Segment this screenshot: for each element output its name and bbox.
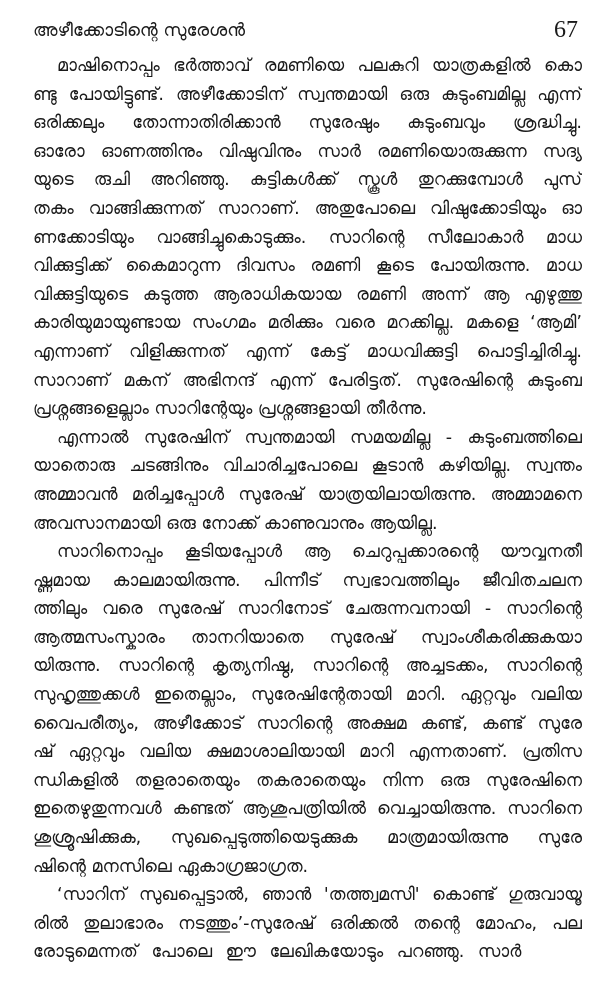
text-line: കാരിയുമായുണ്ടായ സംഗമം മരിക്കും വരെ മറക്കില്ല. മകളെ ‘ആമി’ <box>33 313 582 334</box>
text-line: വിക്കുട്ടിക്ക് കൈമാറുന്ന ദിവസം രമണി കൂടെ പോയിരുന്നു. മാധ <box>33 256 582 277</box>
paragraph <box>33 52 582 424</box>
page-header <box>33 14 578 46</box>
text-line: എന്നാണ് വിളിക്കുന്നത് എന്ന് കേട്ട് മാധവിക്കുട്ടി പൊട്ടിച്ചിരിച്ചു. <box>33 341 582 362</box>
text-line: ഷ് ഏറ്റവും വലിയ ക്ഷമാശാലിയായി മാറി എന്നതാണ്. പ്രതിസ <box>33 742 582 763</box>
text-line: പ്രശ്നങ്ങളെല്ലാം സാറിന്റേയും പ്രശ്നങ്ങളായി തീർന്നു. <box>33 399 427 420</box>
text-line: അമ്മാവൻ മരിച്ചപ്പോൾ സുരേഷ് യാത്രയിലായിരുന്നു. അമ്മാമനെ <box>33 484 582 505</box>
text-line: യാതൊരു ചടങ്ങിനും വിചാരിച്ചപോലെ കൂടാൻ കഴിയില്ല. സ്വന്തം <box>33 456 582 477</box>
text-line: സാറാണ് മകന് അഭിനന്ദ് എന്ന് പേരിട്ടത്. സുരേഷിന്റെ കുടുംബ <box>33 370 582 391</box>
text-line: ഷിന്റെ മനസിലെ ഏകാഗ്രജാഗ്രത. <box>33 856 309 877</box>
text-line: എന്നാൽ സുരേഷിന് സ്വന്തമായി സമയമില്ല - കുടുംബത്തിലെ <box>57 427 582 448</box>
text-line: യിരുന്നു. സാറിന്റെ കൃത്യനിഷ്ഠ, സാറിന്റെ അച്ചടക്കം, സാറിന്റെ <box>33 656 582 677</box>
text-line: വൈപരീത്യം, അഴീക്കോട് സാറിന്റെ അക്ഷമ കണ്ട്, കണ്ട് സുരേ <box>33 713 582 734</box>
text-line: ത്തിലും വരെ സുരേഷ് സാറിനോട് ചേരുന്നവനായി - സാറിന്റെ <box>33 599 582 620</box>
text-line: ഒരിക്കലും തോന്നാതിരിക്കാൻ സുരേഷും കുടുംബവും ശ്രദ്ധിച്ചു. <box>33 113 582 134</box>
text-line: രിൽ തുലാഭാരം നടത്തും’-സുരേഷ് ഒരിക്കൽ തന്റെ മോഹം, പല <box>33 913 582 934</box>
text-line: ശുശ്രൂഷിക്കുക, സുഖപ്പെടുത്തിയെടുക്കുക മാത്രമായിരുന്നു സുരേ <box>33 828 582 849</box>
text-line: യുടെ രുചി അറിഞ്ഞു. കുട്ടികൾക്ക് സ്കൂൾ തുറക്കുമ്പോൾ പുസ് <box>33 170 582 191</box>
text-line: ഓരോ ഓണത്തിനും വിഷുവിനും സാർ രമണിയൊരുക്കുന്ന സദ്യ <box>33 141 582 162</box>
text-line: വിക്കുട്ടിയുടെ കടുത്ത ആരാധികയായ രമണി അന്ന് ആ എഴുത്തു <box>33 284 582 305</box>
text-line: ണക്കോടിയും വാങ്ങിച്ചുകൊടുക്കും. സാറിന്റെ സീലോകാർ മാധ <box>33 227 582 248</box>
paragraph <box>33 881 582 967</box>
text-line: ണ്ടു പോയിട്ടുണ്ട്. അഴീക്കോടിന് സ്വന്തമായി ഒരു കുടുംബമില്ല എന്ന് <box>33 84 582 105</box>
paragraph <box>33 538 582 881</box>
text-line: രോടുമെന്നത് പോലെ ഈ ലേഖികയോടും പറഞ്ഞു. സാർ <box>33 942 522 963</box>
text-line: അവസാനമായി ഒരു നോക്ക് കാണുവാനും ആയില്ല. <box>33 513 438 534</box>
page-number: 67 <box>554 16 578 43</box>
text-line: മാഷിനൊപ്പം ഭർത്താവ് രമണിയെ പലകുറി യാത്രകളിൽ കൊ <box>57 56 582 76</box>
text-line: ‘സാറിന് സുഖപ്പെട്ടാൽ, ഞാൻ 'തത്ത്വമസി' കൊണ്ട് ഗുരുവായൂ <box>57 885 582 906</box>
text-line: ആത്മസംസ്കാരം താനറിയാതെ സുരേഷ് സ്വാംശീകരിക്കുകയാ <box>33 627 582 648</box>
text-line: ഇതെഴുതുന്നവൾ കണ്ടത് ആശുപത്രിയിൽ വെച്ചായിരുന്നു. സാറിനെ <box>33 799 582 820</box>
text-line: തകം വാങ്ങിക്കുന്നത് സാറാണ്. അതുപോലെ വിഷുക്കോടിയും ഓ <box>33 198 582 219</box>
text-line: സുഹൃത്തുക്കൾ ഇതെല്ലാം, സുരേഷിന്റേതായി മാറി. ഏറ്റവും വലിയ <box>33 685 582 706</box>
text-line: ഷ്ണമായ കാലമായിരുന്നു. പിന്നീട് സ്വഭാവത്തിലും ജീവിതചലന <box>33 570 582 591</box>
page-body <box>33 52 582 967</box>
running-title: അഴീക്കോടിന്റെ സുരേശൻ <box>33 19 246 41</box>
text-line: സാറിനൊപ്പം കൂടിയപ്പോൾ ആ ചെറുപ്പക്കാരന്റെ യൗവ്വനതീ <box>57 542 582 563</box>
paragraph <box>33 424 582 538</box>
text-line: ന്ധികളിൽ തളരാതെയും തകരാതെയും നിന്ന ഒരു സുരേഷിനെ <box>33 770 582 791</box>
